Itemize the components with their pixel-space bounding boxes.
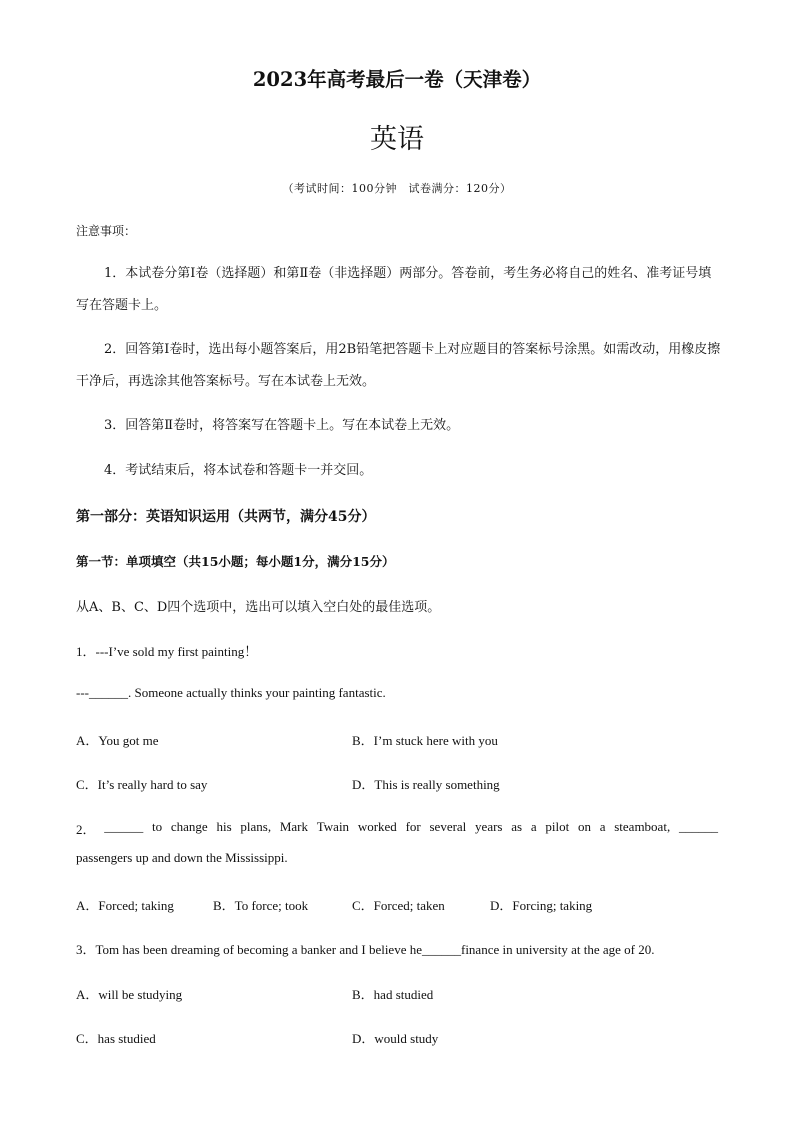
q2-option-c: C．Forced; taken [352, 898, 445, 913]
exam-title: 2023年高考最后一卷（天津卷） [252, 68, 542, 91]
q2-word: 2． [76, 822, 96, 837]
notice-item-1: 1．本试卷分第Ⅰ卷（选择题）和第Ⅱ卷（非选择题）两部分。答卷前，考生务必将自己的姓名、准考证号填写在答题卡上。 [76, 266, 712, 313]
q1-option-b: B．I’m stuck here with you [352, 733, 498, 748]
q2-option-a: A．Forced; taking [76, 898, 174, 913]
q2-blank: ______ [678, 819, 718, 834]
q3-option-a: A．will be studying [76, 987, 183, 1002]
q2-word: for [405, 819, 421, 834]
q3-option-b: B．had studied [352, 987, 434, 1002]
q2-word: change [170, 819, 208, 834]
q1-option-a: A．You got me [76, 733, 159, 748]
q2-word: worked [357, 819, 397, 834]
q3-option-d: D．would study [352, 1031, 439, 1046]
notice-label: 注意事项： [76, 224, 137, 238]
q2-word: a [530, 819, 537, 834]
instruction: 从A、B、C、D四个选项中，选出可以填入空白处的最佳选项。 [76, 600, 441, 615]
exam-info: （考试时间：100分钟 试卷满分：120分） [282, 182, 512, 195]
q2-word: as [511, 819, 523, 834]
q2-option-b: B．To force; took [213, 898, 309, 913]
q1-stem-reply: ---______. Someone actually thinks your painting fantastic. [76, 685, 386, 700]
q1-option-c: C．It’s really hard to say [76, 777, 208, 792]
q2-word: his [216, 819, 232, 834]
notice-item-4: 4．考试结束后，将本试卷和答题卡一并交回。 [104, 463, 373, 478]
q2-word: pilot [545, 819, 570, 834]
q2-stem [76, 819, 718, 838]
q1-stem: 1．---I’ve sold my first painting！ [76, 644, 258, 659]
subject-title: 英语 [370, 124, 424, 155]
q2-word: Mark [279, 819, 308, 834]
q2-word: to [152, 819, 163, 834]
section1-heading: 第一节：单项填空（共15小题；每小题1分，满分15分） [76, 554, 395, 569]
q2-word: years [475, 819, 503, 834]
notice-item-2: 2．回答第Ⅰ卷时，选出每小题答案后，用2B铅笔把答题卡上对应题目的答案标号涂黑。如需改动，用橡皮擦干净后，再选涂其他答案标号。写在本试卷上无效。 [76, 342, 721, 389]
q1-option-d: D．This is really something [352, 777, 500, 792]
q2-word: steamboat, [614, 819, 671, 834]
notice-item-3: 3．回答第Ⅱ卷时，将答案写在答题卡上。写在本试卷上无效。 [104, 418, 460, 433]
q2-word: plans, [240, 819, 272, 834]
q2-blank: ______ [104, 819, 144, 834]
q2-word: on [577, 819, 591, 834]
q3-option-c: C．has studied [76, 1031, 156, 1046]
q2-stem-cont: passengers up and down the Mississippi. [76, 850, 288, 865]
q2-option-d: D．Forcing; taking [490, 898, 593, 913]
q2-word: a [599, 819, 606, 834]
q2-word: several [429, 819, 467, 834]
q2-word: Twain [316, 819, 350, 834]
q3-stem: 3．Tom has been dreaming of becoming a banker and I believe he______finance in university at the age of 20. [76, 942, 655, 957]
part1-heading: 第一部分：英语知识运用（共两节，满分45分） [76, 509, 376, 525]
